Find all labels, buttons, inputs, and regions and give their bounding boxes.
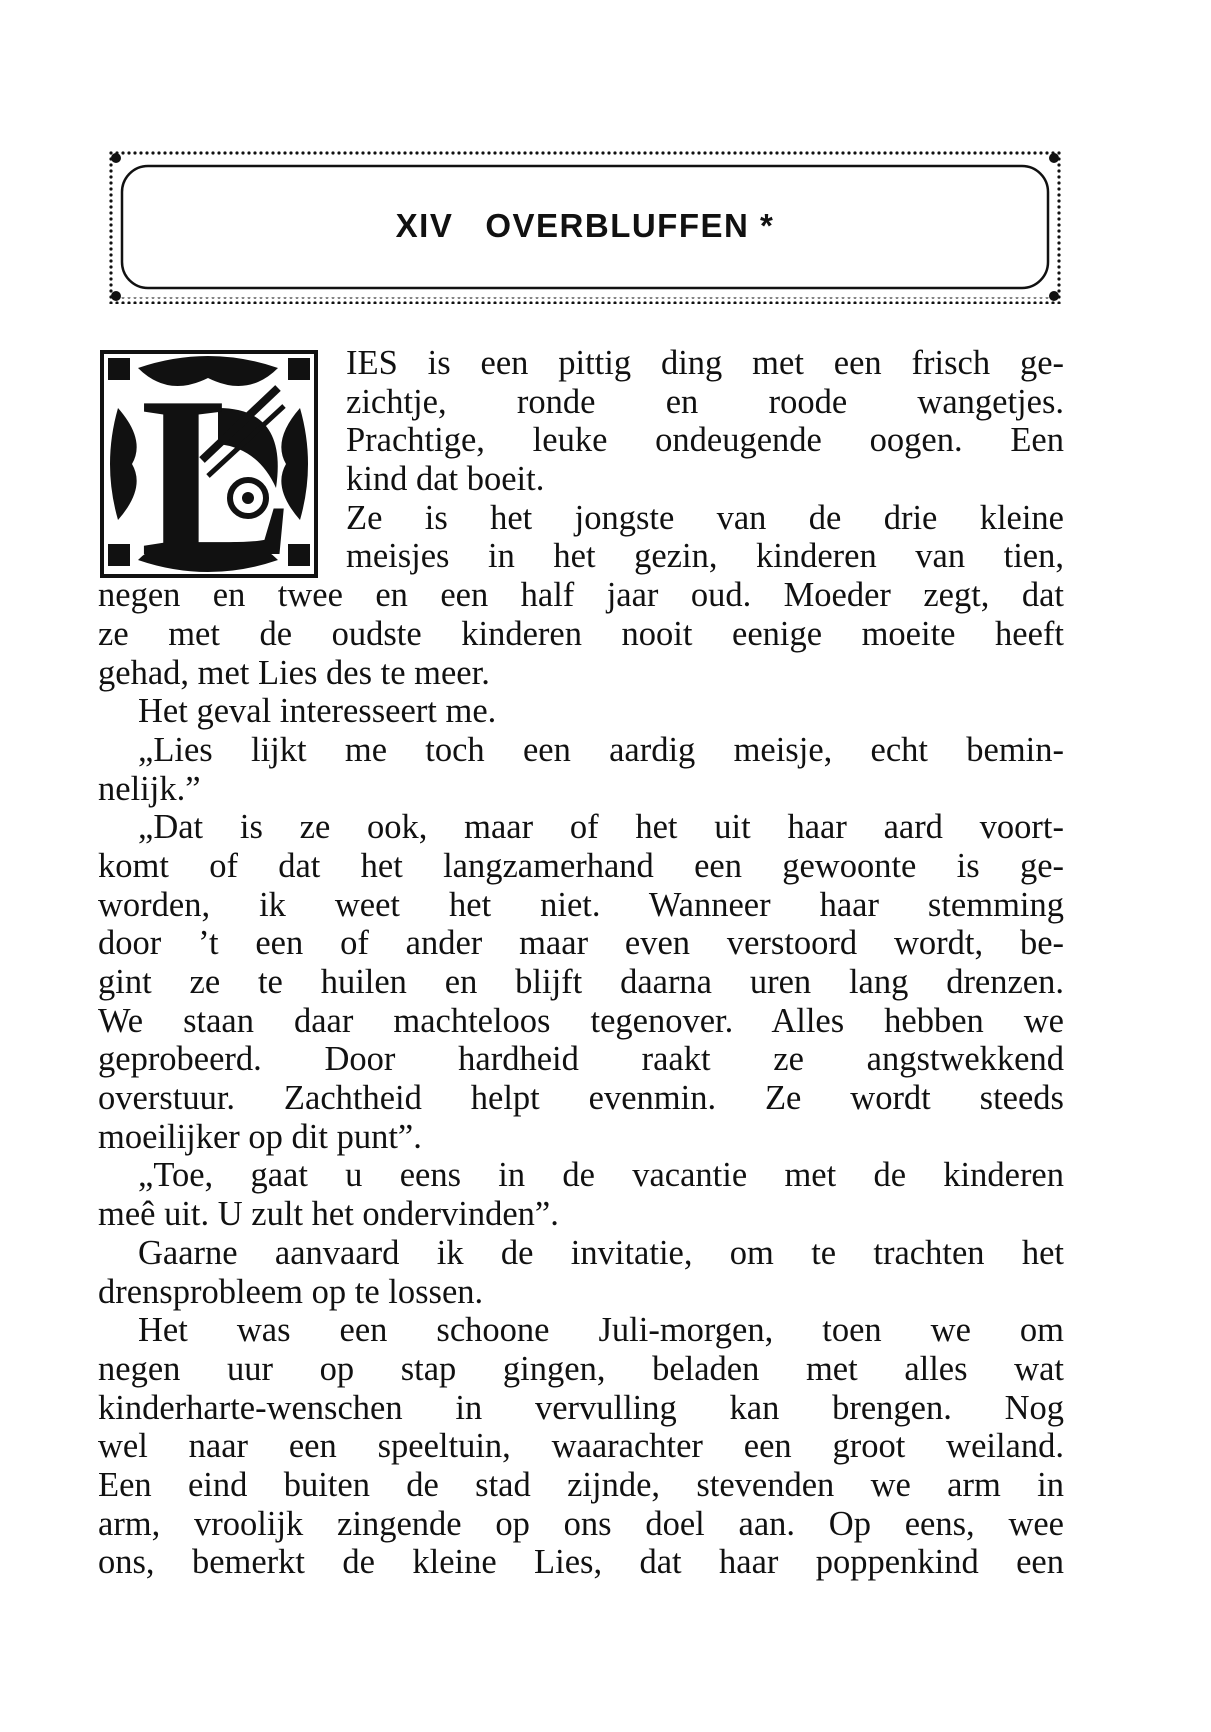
text-line: meisjes in het gezin, kinderen van tien, bbox=[346, 537, 1064, 576]
text-line: Gaarne aanvaard ik de invitatie, om te trachten het bbox=[138, 1233, 1064, 1272]
drop-cap-letter: L bbox=[140, 349, 294, 580]
text-line: Prachtige, leuke ondeugende oogen. Een bbox=[346, 421, 1064, 460]
text-line: „Dat is ze ook, maar of het uit haar aard voort- bbox=[138, 808, 1064, 847]
text-line: Het geval interesseert me. bbox=[138, 692, 497, 731]
text-line: geprobeerd. Door hardheid raakt ze angstwekkend bbox=[98, 1040, 1064, 1079]
text-line: gint ze te huilen en blijft daarna uren lang drenzen. bbox=[98, 963, 1064, 1001]
text-line: moeilijker op dit punt”. bbox=[98, 1117, 422, 1156]
text-line: overstuur. Zachtheid helpt evenmin. Ze wordt steeds bbox=[98, 1079, 1064, 1118]
text-line: Ze is het jongste van de drie kleine bbox=[346, 498, 1064, 537]
text-line: nelijk.” bbox=[98, 769, 201, 808]
text-line: negen en twee en een half jaar oud. Moeder zegt, dat bbox=[98, 576, 1064, 615]
text-line: kinderharte-wenschen in vervulling kan brengen. Nog bbox=[98, 1388, 1064, 1427]
text-line: Een eind buiten de stad zijnde, stevenden we arm in bbox=[98, 1465, 1064, 1504]
chapter-title: XIV OVERBLUFFEN * bbox=[395, 207, 775, 244]
drop-cap-continuation: IES bbox=[346, 344, 398, 382]
text-line: „Toe, gaat u eens in de vacantie met de kinderen bbox=[138, 1156, 1064, 1195]
text-line: kind dat boeit. bbox=[346, 460, 545, 499]
text-line: wel naar een speeltuin, waarachter een groot weiland. bbox=[98, 1427, 1064, 1466]
text-line: Het was een schoone Juli-morgen, toen we om bbox=[138, 1311, 1064, 1350]
text-line: ze met de oudste kinderen nooit eenige moeite heeft bbox=[98, 614, 1064, 653]
text-line: gehad, met Lies des te meer. bbox=[98, 653, 490, 692]
text-line-1-rest: is een pittig ding met een frisch ge- bbox=[427, 344, 1064, 382]
text-line: drensprobleem op te lossen. bbox=[98, 1272, 484, 1311]
text-line-1 bbox=[346, 344, 1064, 383]
text-line: negen uur op stap gingen, beladen met alles wat bbox=[98, 1349, 1064, 1388]
text-line: komt of dat het langzamerhand een gewoonte is ge- bbox=[98, 846, 1064, 885]
text-line: arm, vroolijk zingende op ons doel aan. Op eens, wee bbox=[98, 1504, 1064, 1543]
text-line: meê uit. U zult het ondervinden”. bbox=[98, 1195, 559, 1234]
text-line: „Lies lijkt me toch een aardig meisje, echt bemin- bbox=[138, 730, 1064, 769]
text-line: zichtje, ronde en roode wangetjes. bbox=[346, 382, 1064, 421]
text-line: door ’t een of ander maar even verstoord wordt, be- bbox=[98, 924, 1064, 963]
text-line: ons, bemerkt de kleine Lies, dat haar poppenkind een bbox=[98, 1543, 1064, 1582]
text-line: We staan daar machteloos tegenover. Alles hebben we bbox=[98, 1001, 1064, 1040]
ornamental-initial-l-icon bbox=[98, 348, 320, 580]
text-line: worden, ik weet het niet. Wanneer haar stemming bbox=[98, 885, 1064, 924]
chapter-header-frame bbox=[108, 150, 1062, 304]
body-text bbox=[98, 344, 1064, 1582]
